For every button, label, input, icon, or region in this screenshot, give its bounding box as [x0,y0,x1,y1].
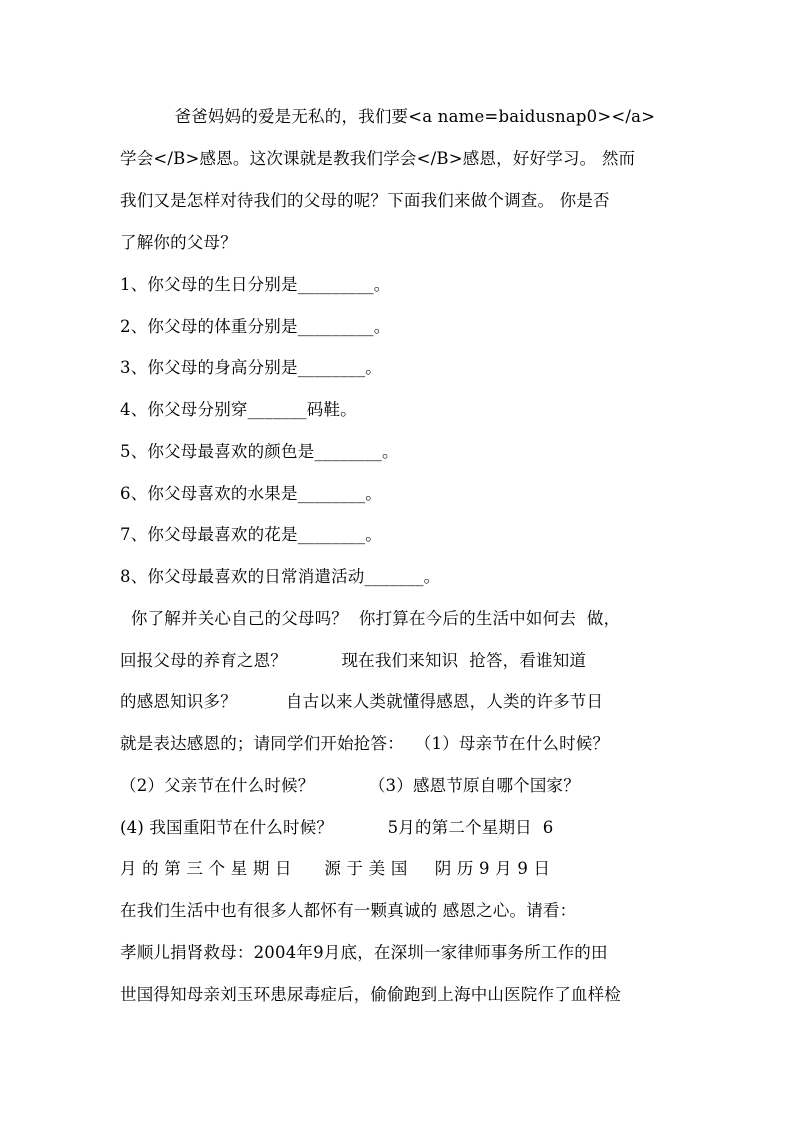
body-line-1: 你了解并关心自己的父母吗？ 你打算在今后的生活中如何去 做， [120,609,621,628]
survey-item-8: 8、你父母最喜欢的日常消遣活动_______。 [120,567,441,586]
intro-line-2: 学会</B>感恩。这次课就是教我们学会</B>感恩，好好学习。 然而 [120,149,636,168]
survey-item-3: 3、你父母的身高分别是________。 [120,358,382,377]
intro-line-4: 了解你的父母？ [120,233,237,252]
body-line-6: (4) 我国重阳节在什么时候？ 5月的第二个星期日 6 [120,818,554,837]
body-line-2: 回报父母的养育之恩？ 现在我们来知识 抢答，看谁知道 [120,651,587,670]
survey-item-7: 7、你父母最喜欢的花是________。 [120,525,382,544]
body-line-4: 就是表达感恩的；请同学们开始抢答： （1）母亲节在什么时候？ [120,734,610,753]
intro-line-1: 爸爸妈妈的爱是无私的，我们要<a name=baidusnap0></a> [120,107,656,126]
body-line-7: 月 的 第 三 个 星 期 日 源 于 美 国 阴 历 9 月 9 日 [120,859,551,878]
body-line-9: 孝顺儿捐肾救母：2004年9月底，在深圳一家律师事务所工作的田 [120,943,608,962]
intro-line-3: 我们又是怎样对待我们的父母的呢？下面我们来做个调查。 你是否 [120,191,610,210]
survey-item-5: 5、你父母最喜欢的颜色是________。 [120,442,399,461]
body-line-10: 世国得知母亲刘玉环患尿毒症后，偷偷跑到上海中山医院作了血样检 [120,985,621,1004]
body-line-3: 的感恩知识多？ 自古以来人类就懂得感恩，人类的许多节日 [120,692,604,711]
survey-item-1: 1、你父母的生日分别是_________。 [120,275,391,294]
body-line-5: （2）父亲节在什么时候？ （3）感恩节原自哪个国家？ [120,776,580,795]
survey-item-4: 4、你父母分别穿_______码鞋。 [120,400,357,419]
survey-item-2: 2、你父母的体重分别是_________。 [120,317,391,336]
survey-item-6: 6、你父母喜欢的水果是________。 [120,484,382,503]
body-line-8: 在我们生活中也有很多人都怀有一颗真诚的 感恩之心。请看： [120,901,577,920]
